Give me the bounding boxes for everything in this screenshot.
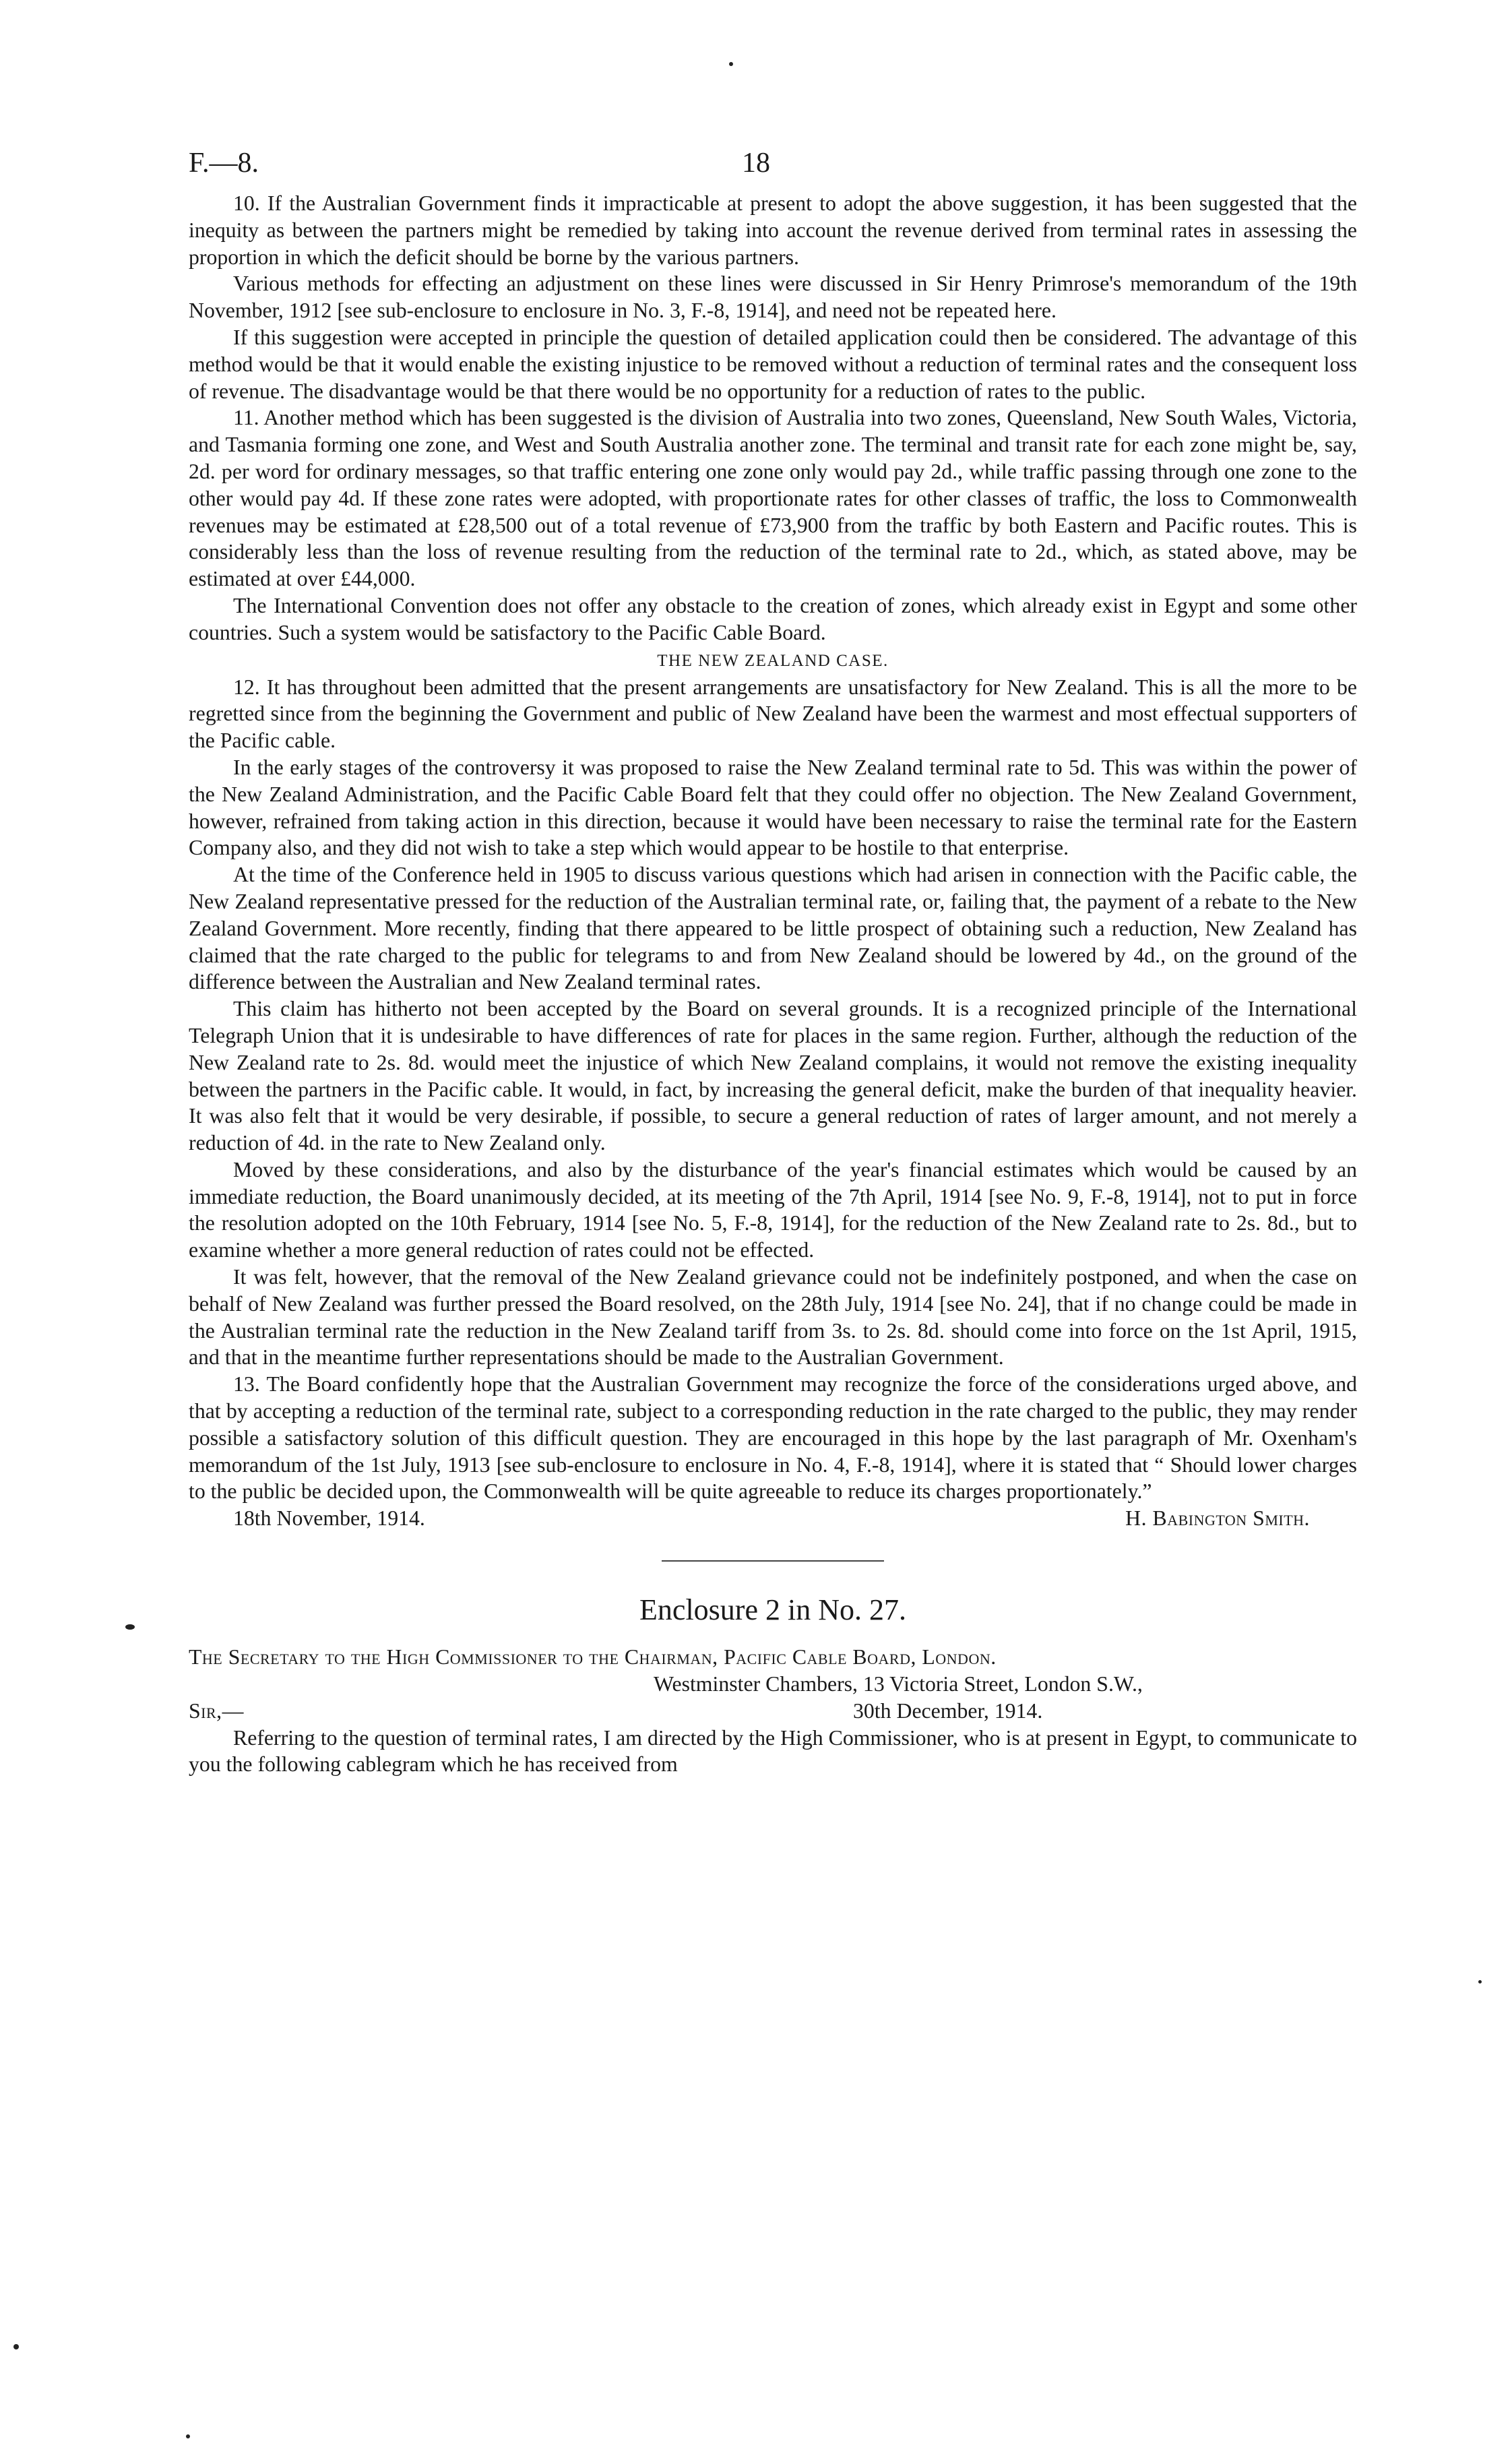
enclosure-addressee: The Secretary to the High Commissioner to the Chairman, Pacific Cable Board, London. <box>189 1645 997 1669</box>
document-body <box>189 190 1357 1778</box>
enclosure-address: Westminster Chambers, 13 Victoria Street, London S.W., <box>654 1671 1143 1696</box>
scan-speck <box>186 2434 190 2438</box>
document-reference: F.—8. <box>189 148 259 179</box>
signature-row <box>189 1505 1357 1532</box>
paragraph-10: 10. If the Australian Government finds it impracticable at present to adopt the above suggestion, it has been suggested that the inequity as between the partners might be remedied by taking into account the revenue derived from terminal rates in assessing the proportion in which the deficit should be borne by the various partners. <box>189 191 1357 269</box>
section-divider <box>662 1560 884 1562</box>
paragraph-12-claim: This claim has hitherto not been accepted by the Board on several grounds. It is a recognized principle of the International Telegraph Union that it is undesirable to have differences of rate for places in the same region. Further, although the reduction of the New Zealand rate to 2s. 8d. would meet the injustice of which New Zealand complains, it would not remove the existing inequality between the partners in the Pacific cable. It would, in fact, by increasing the general deficit, make the burden of that inequality heavier. It was also felt that it would be very desirable, if possible, to secure a general reduction of rates of larger amount, and not merely a reduction of 4d. in the rate to New Zealand only. <box>189 997 1357 1155</box>
paragraph-12-early-stages: In the early stages of the controversy it was proposed to raise the New Zealand terminal rate to 5d. This was within the power of the New Zealand Administration, and the Pacific Cable Board felt that they could offer no objection. The New Zealand Government, however, refrained from taking action in this direction, because it would have been necessary to raise the terminal rate for the Eastern Company also, and they did not wish to take a step which would appear to be hostile to that enterprise. <box>189 755 1357 860</box>
paragraph-12-felt: It was felt, however, that the removal of the New Zealand grievance could not be indefinitely postponed, and when the case on behalf of New Zealand was further pressed the Board resolved, on the 28th July, 1914 [see No. 24], that if no change could be made in the Australian terminal rate the reduction in the New Zealand tariff from 3s. to 2s. 8d. should come into force on the 1st April, 1915, and that in the meantime further representations should be made to the Australian Government. <box>189 1265 1357 1370</box>
scan-speck <box>1478 1980 1482 1984</box>
paragraph-12-moved: Moved by these considerations, and also by the disturbance of the year's financial estimates which would be caused by an immediate reduction, the Board unanimously decided, at its meeting of the 7th April, 1914 [see No. 9, F.-8, 1914], not to put in force the resolution adopted on the 10th February, 1914 [see No. 5, F.-8, 1914], for the reduction of the New Zealand rate to 2s. 8d., but to examine whether a more general reduction of rates could not be effected. <box>189 1157 1357 1262</box>
paragraph-12: 12. It has throughout been admitted that the present arrangements are unsatisfactory for New Zealand. This is all the more to be regretted since from the beginning the Government and public of New Zealand have been the warmest and most effectual supporters of the Pacific cable. <box>189 675 1357 753</box>
paragraph-13: 13. The Board confidently hope that the Australian Government may recognize the force of the considerations urged above, and that by accepting a reduction of the terminal rate, subject to a corresponding reduction in the rate charged to the public, they may render possible a satisfactory solution of this difficult question. They are encouraged in this hope by the last paragraph of Mr. Oxenham's memorandum of the 1st July, 1913 [see sub-enclosure to enclosure in No. 4, F.-8, 1914], where it is stated that “ Should lower charges to the public be decided upon, the Commonwealth will be quite agreeable to reduce its charges proportionately.” <box>189 1372 1357 1504</box>
signature-name: H. Babington Smith. <box>1125 1506 1310 1531</box>
enclosure-body: Referring to the question of terminal rates, I am directed by the High Commissioner, who is at present in Egypt, to communicate to you the following cablegram which he has received from <box>189 1725 1357 1777</box>
paragraph-10-principle: If this suggestion were accepted in principle the question of detailed application could then be considered. The advantage of this method would be that it would enable the existing injustice to be removed without a reduction of terminal rates and the consequent loss of revenue. The disadvantage would be that there would be no opportunity for a reduction of rates to the public. <box>189 325 1357 403</box>
paragraph-11: 11. Another method which has been suggested is the division of Australia into two zones, Queensland, New South Wales, Victoria, and Tasmania forming one zone, and West and South Australia another zone. The terminal and transit rate for each zone might be, say, 2d. per word for ordinary messages, so that traffic entering one zone only would pay 2d., while traffic passing through one zone to the other would pay 4d. If these zone rates were adopted, with proportionate rates for other classes of traffic, the loss to Commonwealth revenues may be estimated at £28,500 out of a total revenue of £73,900 from the traffic by both Eastern and Pacific routes. This is considerably less than the loss of revenue resulting from the reduction of the terminal rate to 2d., which, as stated above, may be estimated at over £44,000. <box>189 406 1357 591</box>
paragraph-10-methods: Various methods for effecting an adjustment on these lines were discussed in Sir Henry Primrose's memorandum of the 19th November, 1912 [see sub-enclosure to enclosure in No. 3, F.-8, 1914], and need not be repeated here. <box>189 272 1357 323</box>
salutation-row <box>189 1698 1357 1725</box>
section-heading: THE NEW ZEALAND CASE. <box>657 651 889 670</box>
salutation: Sir,— <box>189 1698 244 1723</box>
scan-speck <box>125 1624 135 1630</box>
signature-date: 18th November, 1914. <box>233 1506 425 1531</box>
paragraph-11-convention: The International Convention does not offer any obstacle to the creation of zones, which already exist in Egypt and some other countries. Such a system would be satisfactory to the Pacific Cable Board. <box>189 593 1357 644</box>
page-header <box>189 147 1323 187</box>
scan-speck <box>13 2344 19 2349</box>
paragraph-12-conference: At the time of the Conference held in 1905 to discuss various questions which had arisen in connection with the Pacific cable, the New Zealand representative pressed for the reduction of the Australian terminal rate, or, failing that, the payment of a rebate to the New Zealand Government. More recently, finding that there appeared to be little prospect of obtaining such a reduction, New Zealand has claimed that the rate charged to the public for telegrams to and from New Zealand should be lowered by 4d., on the ground of the difference between the Australian and New Zealand terminal rates. <box>189 863 1357 994</box>
enclosure-title: Enclosure 2 in No. 27. <box>639 1593 906 1627</box>
scan-speck <box>729 62 733 66</box>
enclosure-date: 30th December, 1914. <box>853 1698 1043 1723</box>
page-number: 18 <box>742 148 770 179</box>
